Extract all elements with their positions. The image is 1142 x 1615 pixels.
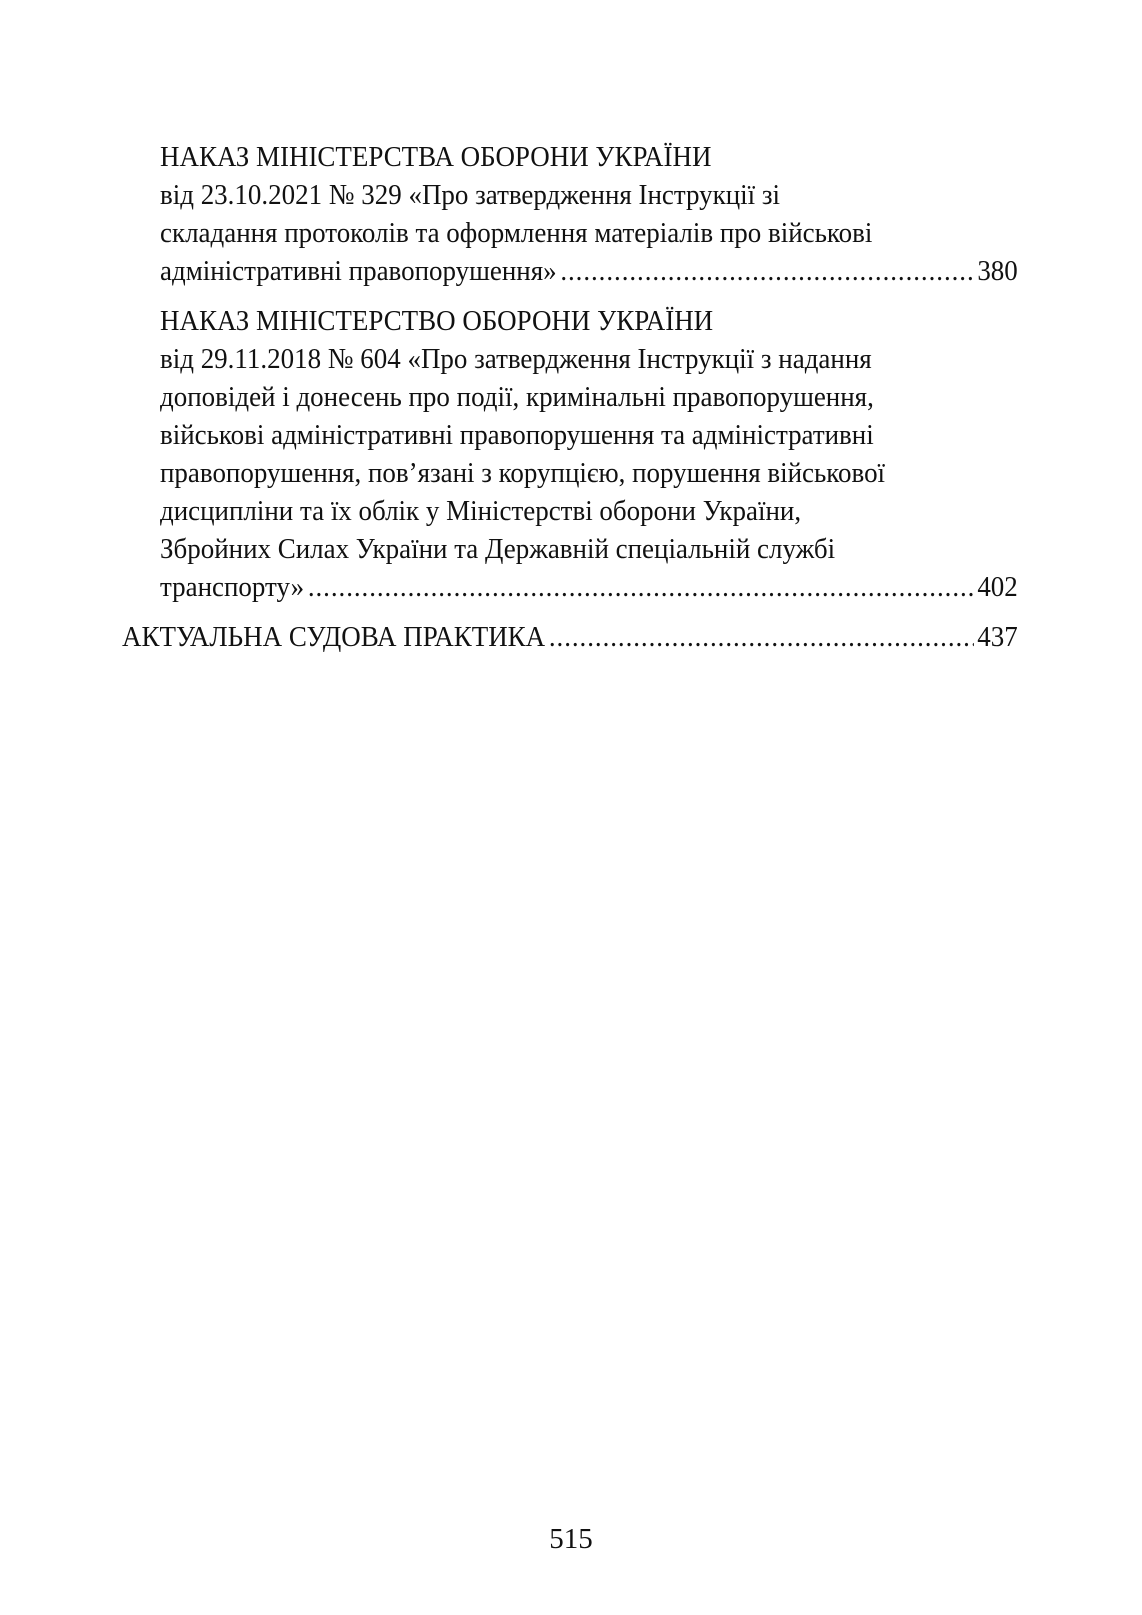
toc-section-title: АКТУАЛЬНА СУДОВА ПРАКТИКА [122, 621, 546, 653]
toc-entry-text-line: від 23.10.2021 № 329 «Про затвердження Інструкції зі [160, 179, 781, 211]
toc-entry-last-line [160, 568, 1018, 606]
toc-entry-text-line: від 29.11.2018 № 604 «Про затвердження Інструкції з надання [160, 343, 872, 375]
toc-entry-title-line: НАКАЗ МІНІСТЕРСТВА ОБОРОНИ УКРАЇНИ [160, 141, 712, 173]
toc-entry-last-line [122, 618, 1018, 656]
toc-page-number: 402 [977, 571, 1018, 603]
toc-entry-text-line: доповідей і донесень про події, кримінальні правопорушення, [160, 381, 874, 413]
toc-page-number: 380 [977, 255, 1018, 287]
toc-entry-text-line: транспорту» [160, 571, 305, 603]
toc-entry-last-line [160, 252, 1018, 290]
toc-entry-order-329[interactable] [122, 138, 1018, 290]
toc-entry-text-line: адміністративні правопорушення» [160, 255, 557, 287]
toc-entry-text-line: складання протоколів та оформлення матеріалів про військові [160, 217, 873, 249]
toc-entry-court-practice[interactable] [122, 618, 1018, 656]
toc-entry-text-line: військові адміністративні правопорушення та адміністративні [160, 419, 874, 451]
toc-entry-text-line: Збройних Силах України та Державній спеціальній службі [160, 533, 836, 565]
dot-leader [560, 252, 973, 290]
toc-entry-order-604[interactable] [122, 302, 1018, 606]
table-of-contents [122, 138, 1018, 656]
toc-entry-text-line: правопорушення, пов’язані з корупцією, порушення військової [160, 457, 886, 489]
toc-entry-title-line: НАКАЗ МІНІСТЕРСТВО ОБОРОНИ УКРАЇНИ [160, 305, 714, 337]
toc-page-number: 437 [977, 621, 1018, 653]
page-number: 515 [549, 1523, 593, 1555]
toc-entry-text-line: дисципліни та їх облік у Міністерстві оборони України, [160, 495, 802, 527]
dot-leader [549, 618, 974, 656]
dot-leader [308, 568, 974, 606]
